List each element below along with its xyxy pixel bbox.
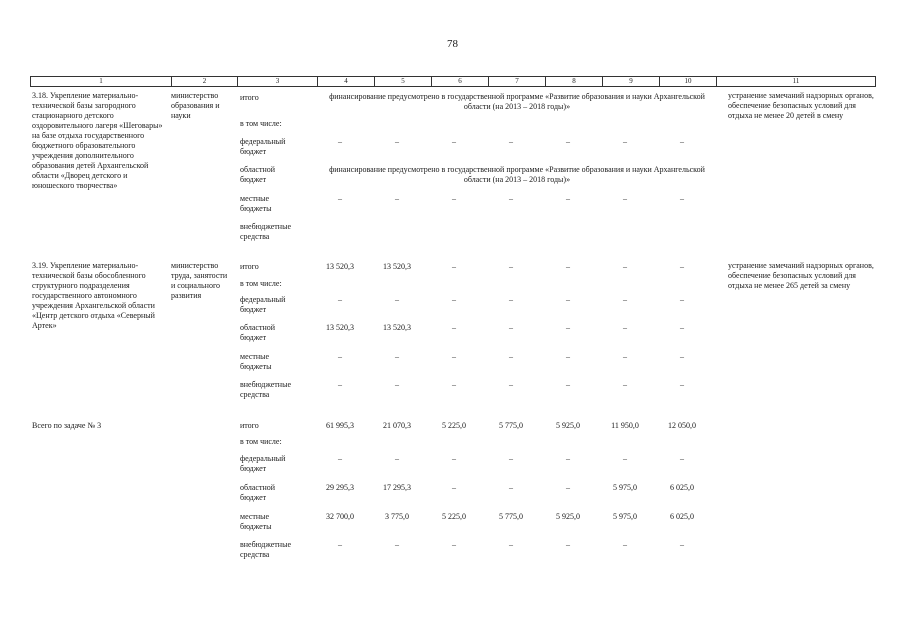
task-local-values-col-9: 5 975,0 — [613, 512, 637, 521]
task-federal-values-col-4: – — [338, 454, 342, 463]
item-319-local-values-col-7: – — [509, 352, 513, 361]
col-header-3: 3 — [237, 77, 317, 86]
item-318-financing-note-1: финансирование предусмотрено в государственной программе «Развитие образования и науки Архангельской области (на 2013 – 2018 годы)» — [329, 92, 705, 111]
task-total-values-col-7: 5 775,0 — [499, 421, 523, 430]
task-total-values-col-6: 5 225,0 — [442, 421, 466, 430]
col-header-2: 2 — [171, 77, 237, 86]
item-318-local-values-col-7: – — [509, 194, 513, 203]
col-header-4: 4 — [317, 77, 374, 86]
item-318-extra-label: внебюджетные средства — [240, 222, 291, 241]
task-extra-values-col-8: – — [566, 540, 570, 549]
col-header-8: 8 — [545, 77, 602, 86]
item-318-federal-values-col-7: – — [509, 137, 513, 146]
item-319-federal-values-col-9: – — [623, 295, 627, 304]
item-319-federal-label: федеральный бюджет — [240, 295, 286, 314]
item-318-federal-values-col-6: – — [452, 137, 456, 146]
task-regional-label: областной бюджет — [240, 483, 276, 502]
page-number: 78 — [447, 38, 458, 50]
item-319-federal-values-col-6: – — [452, 295, 456, 304]
item-319-extra-values-col-8: – — [566, 380, 570, 389]
item-318-federal-values-col-10: – — [680, 137, 684, 146]
task-local-values-col-4: 32 700,0 — [326, 512, 354, 521]
task-regional-values-col-8: – — [566, 483, 570, 492]
task-regional-values-col-6: – — [452, 483, 456, 492]
item-319-local-values-col-4: – — [338, 352, 342, 361]
task-extra-values-col-9: – — [623, 540, 627, 549]
col-header-6: 6 — [431, 77, 488, 86]
task-total-values-col-5: 21 070,3 — [383, 421, 411, 430]
item-319-local-values-col-6: – — [452, 352, 456, 361]
task-extra-values-col-6: – — [452, 540, 456, 549]
item-319-total-values-col-4: 13 520,3 — [326, 262, 354, 271]
task-regional-values-col-5: 17 295,3 — [383, 483, 411, 492]
item-318-local-values-col-8: – — [566, 194, 570, 203]
item-319-federal-values-col-10: – — [680, 295, 684, 304]
item-319-extra-values-col-4: – — [338, 380, 342, 389]
item-318-result: устранение замечаний надзорных органов, обеспечение безопасных условий для отдыха не менее 20 детей в смену — [728, 91, 874, 120]
task-extra-values-col-10: – — [680, 540, 684, 549]
task-local-values-col-8: 5 925,0 — [556, 512, 580, 521]
item-319-regional-values-col-9: – — [623, 323, 627, 332]
item-319-federal-values-col-5: – — [395, 295, 399, 304]
item-318-local-label: местные бюджеты — [240, 194, 272, 213]
item-319-regional-values-col-4: 13 520,3 — [326, 323, 354, 332]
item-319-total-values-col-10: – — [680, 262, 684, 271]
item-319-local-values-col-8: – — [566, 352, 570, 361]
task-regional-values-col-10: 6 025,0 — [670, 483, 694, 492]
task-local-values-col-5: 3 775,0 — [385, 512, 409, 521]
item-319-local-values-col-9: – — [623, 352, 627, 361]
item-319-total-values-col-6: – — [452, 262, 456, 271]
item-319-federal-values-col-8: – — [566, 295, 570, 304]
item-319-regional-values-col-8: – — [566, 323, 570, 332]
item-319-including-label: в том числе: — [240, 279, 282, 288]
table-header-row — [30, 76, 876, 87]
task-federal-values-col-10: – — [680, 454, 684, 463]
item-319-regional-values-col-10: – — [680, 323, 684, 332]
item-319-extra-values-col-7: – — [509, 380, 513, 389]
item-319-federal-values-col-7: – — [509, 295, 513, 304]
task-including-label: в том числе: — [240, 437, 282, 446]
task-federal-values-col-7: – — [509, 454, 513, 463]
item-319-extra-values-col-5: – — [395, 380, 399, 389]
task-local-values-col-7: 5 775,0 — [499, 512, 523, 521]
item-318-regional-label: областной бюджет — [240, 165, 276, 184]
item-318-federal-values-col-5: – — [395, 137, 399, 146]
task-extra-values-col-5: – — [395, 540, 399, 549]
item-318-local-values-col-5: – — [395, 194, 399, 203]
item-318-financing-note-2: финансирование предусмотрено в государственной программе «Развитие образования и науки Архангельской области (на 2013 – 2018 годы)» — [329, 165, 705, 184]
item-319-local-label: местные бюджеты — [240, 352, 272, 371]
item-319-total-values-col-7: – — [509, 262, 513, 271]
item-318-federal-values-col-4: – — [338, 137, 342, 146]
task-local-values-col-6: 5 225,0 — [442, 512, 466, 521]
item-319-local-values-col-10: – — [680, 352, 684, 361]
item-319-extra-values-col-9: – — [623, 380, 627, 389]
item-318-federal-label: федеральный бюджет — [240, 137, 286, 156]
item-318-local-values-col-4: – — [338, 194, 342, 203]
item-319-regional-label: областной бюджет — [240, 323, 276, 342]
task-federal-values-col-5: – — [395, 454, 399, 463]
task-federal-values-col-9: – — [623, 454, 627, 463]
item-319-local-values-col-5: – — [395, 352, 399, 361]
task-total-values-col-4: 61 995,3 — [326, 421, 354, 430]
task-total-values-col-9: 11 950,0 — [611, 421, 639, 430]
item-318-including-label: в том числе: — [240, 119, 282, 128]
item-319-total-values-col-8: – — [566, 262, 570, 271]
col-header-10: 10 — [659, 77, 716, 86]
item-319-total-values-col-5: 13 520,3 — [383, 262, 411, 271]
task-local-label: местные бюджеты — [240, 512, 272, 531]
item-318-local-values-col-9: – — [623, 194, 627, 203]
task-federal-label: федеральный бюджет — [240, 454, 286, 473]
task-extra-label: внебюджетные средства — [240, 540, 291, 559]
task-regional-values-col-4: 29 295,3 — [326, 483, 354, 492]
item-319-extra-label: внебюджетные средства — [240, 380, 291, 399]
task-federal-values-col-8: – — [566, 454, 570, 463]
item-319-regional-values-col-5: 13 520,3 — [383, 323, 411, 332]
item-319-regional-values-col-7: – — [509, 323, 513, 332]
task-local-values-col-10: 6 025,0 — [670, 512, 694, 521]
task-regional-values-col-7: – — [509, 483, 513, 492]
item-318-total-label: итого — [240, 93, 259, 102]
item-319-executor: министерство труда, занятости и социального развития — [171, 261, 228, 300]
item-318-local-values-col-10: – — [680, 194, 684, 203]
task-total-name: Всего по задаче № 3 — [32, 421, 102, 430]
col-header-1: 1 — [99, 77, 103, 85]
item-318-name: 3.18. Укрепление материально-технической базы загородного стационарного детского оздоровительного лагеря «Шеговары» на базе отдыха государственного бюджетного образовательного учреждения дополнительного образования детей Архангельской области «Дворец детского и юношеского творчества» — [32, 91, 163, 190]
item-318-federal-values-col-9: – — [623, 137, 627, 146]
task-total-values-col-10: 12 050,0 — [668, 421, 696, 430]
col-header-11: 11 — [716, 77, 875, 86]
item-319-total-label: итого — [240, 262, 259, 271]
col-header-5: 5 — [374, 77, 431, 86]
col-header-9: 9 — [602, 77, 659, 86]
item-318-federal-values-col-8: – — [566, 137, 570, 146]
item-319-total-values-col-9: – — [623, 262, 627, 271]
col-header-7: 7 — [488, 77, 545, 86]
item-319-regional-values-col-6: – — [452, 323, 456, 332]
task-total-values-col-8: 5 925,0 — [556, 421, 580, 430]
item-319-result: устранение замечаний надзорных органов, обеспечение безопасных условий для отдыха не менее 265 детей за смену — [728, 261, 874, 290]
item-319-name: 3.19. Укрепление материально-технической базы обособленного структурного подразделения государственного автономного учреждения Архангельской области «Центр детского отдыха «Северный Артек» — [32, 261, 155, 330]
task-federal-values-col-6: – — [452, 454, 456, 463]
task-extra-values-col-4: – — [338, 540, 342, 549]
task-total-label: итого — [240, 421, 259, 430]
item-319-federal-values-col-4: – — [338, 295, 342, 304]
task-regional-values-col-9: 5 975,0 — [613, 483, 637, 492]
item-318-local-values-col-6: – — [452, 194, 456, 203]
item-319-extra-values-col-6: – — [452, 380, 456, 389]
item-318-executor: министерство образования и науки — [171, 91, 220, 120]
item-319-extra-values-col-10: – — [680, 380, 684, 389]
task-extra-values-col-7: – — [509, 540, 513, 549]
